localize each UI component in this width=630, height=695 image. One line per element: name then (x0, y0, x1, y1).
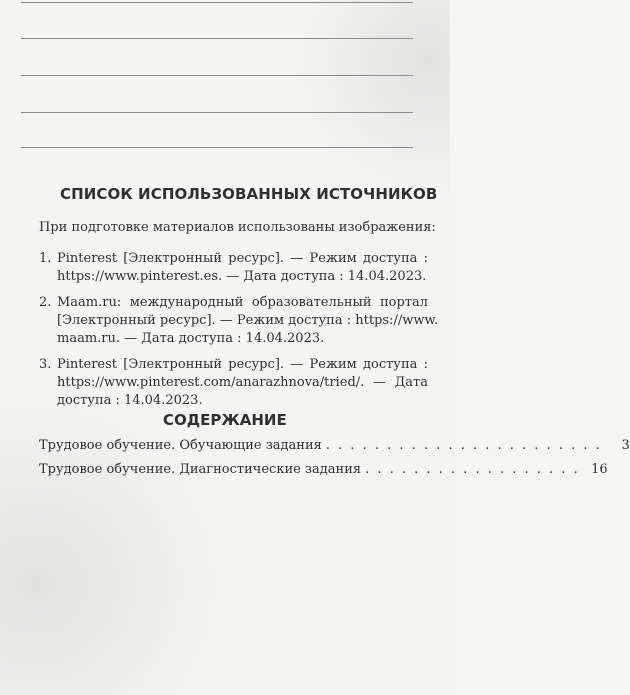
source-text-line: доступа : 14.04.2023. (57, 393, 203, 408)
toc-entry (39, 438, 630, 462)
toc-page-number: 3 (621, 438, 630, 453)
source-text-line: [Электронный ресурс]. — Режим доступа : https://www. (57, 313, 439, 328)
sources-intro: При подготовке материалов использованы изображения: (39, 220, 436, 235)
sources-list (39, 250, 439, 418)
note-line (21, 2, 413, 3)
table-of-contents (39, 438, 630, 486)
note-line (21, 38, 413, 39)
toc-dot-leader: . . . . . . . . . . . . . . . . . . . . . . . (325, 438, 602, 453)
source-number: 1. (39, 251, 52, 266)
source-text-line: https://www.pinterest.com/anarazhnova/tried/. — Дата (57, 375, 428, 390)
source-text-line: Pinterest [Электронный ресурс]. — Режим доступа : (57, 357, 428, 372)
note-line (21, 112, 413, 113)
source-number: 3. (39, 357, 52, 372)
source-text-line: maam.ru. — Дата доступа : 14.04.2023. (57, 331, 325, 346)
source-item (39, 356, 428, 410)
toc-dot-leader: . . . . . . . . . . . . . . . . . . (365, 462, 580, 477)
source-number: 2. (39, 295, 52, 310)
source-text-line: https://www.pinterest.es. — Дата доступа : 14.04.2023. (57, 269, 427, 284)
blank-note-lines (21, 0, 413, 150)
toc-entry-title: Трудовое обучение. Обучающие задания (39, 438, 322, 453)
source-text-line: Pinterest [Электронный ресурс]. — Режим доступа : (57, 251, 428, 266)
contents-heading: СОДЕРЖАНИЕ (163, 411, 287, 429)
source-text-line: Maam.ru: международный образовательный портал (57, 295, 428, 310)
sources-heading: СПИСОК ИСПОЛЬЗОВАННЫХ ИСТОЧНИКОВ (60, 185, 438, 203)
toc-entry-title: Трудовое обучение. Диагностические задания (39, 462, 362, 477)
note-line (21, 75, 413, 76)
toc-page-number: 16 (591, 462, 608, 477)
source-item (39, 294, 439, 348)
note-line (21, 147, 413, 148)
source-item (39, 250, 428, 286)
toc-entry (39, 462, 608, 486)
